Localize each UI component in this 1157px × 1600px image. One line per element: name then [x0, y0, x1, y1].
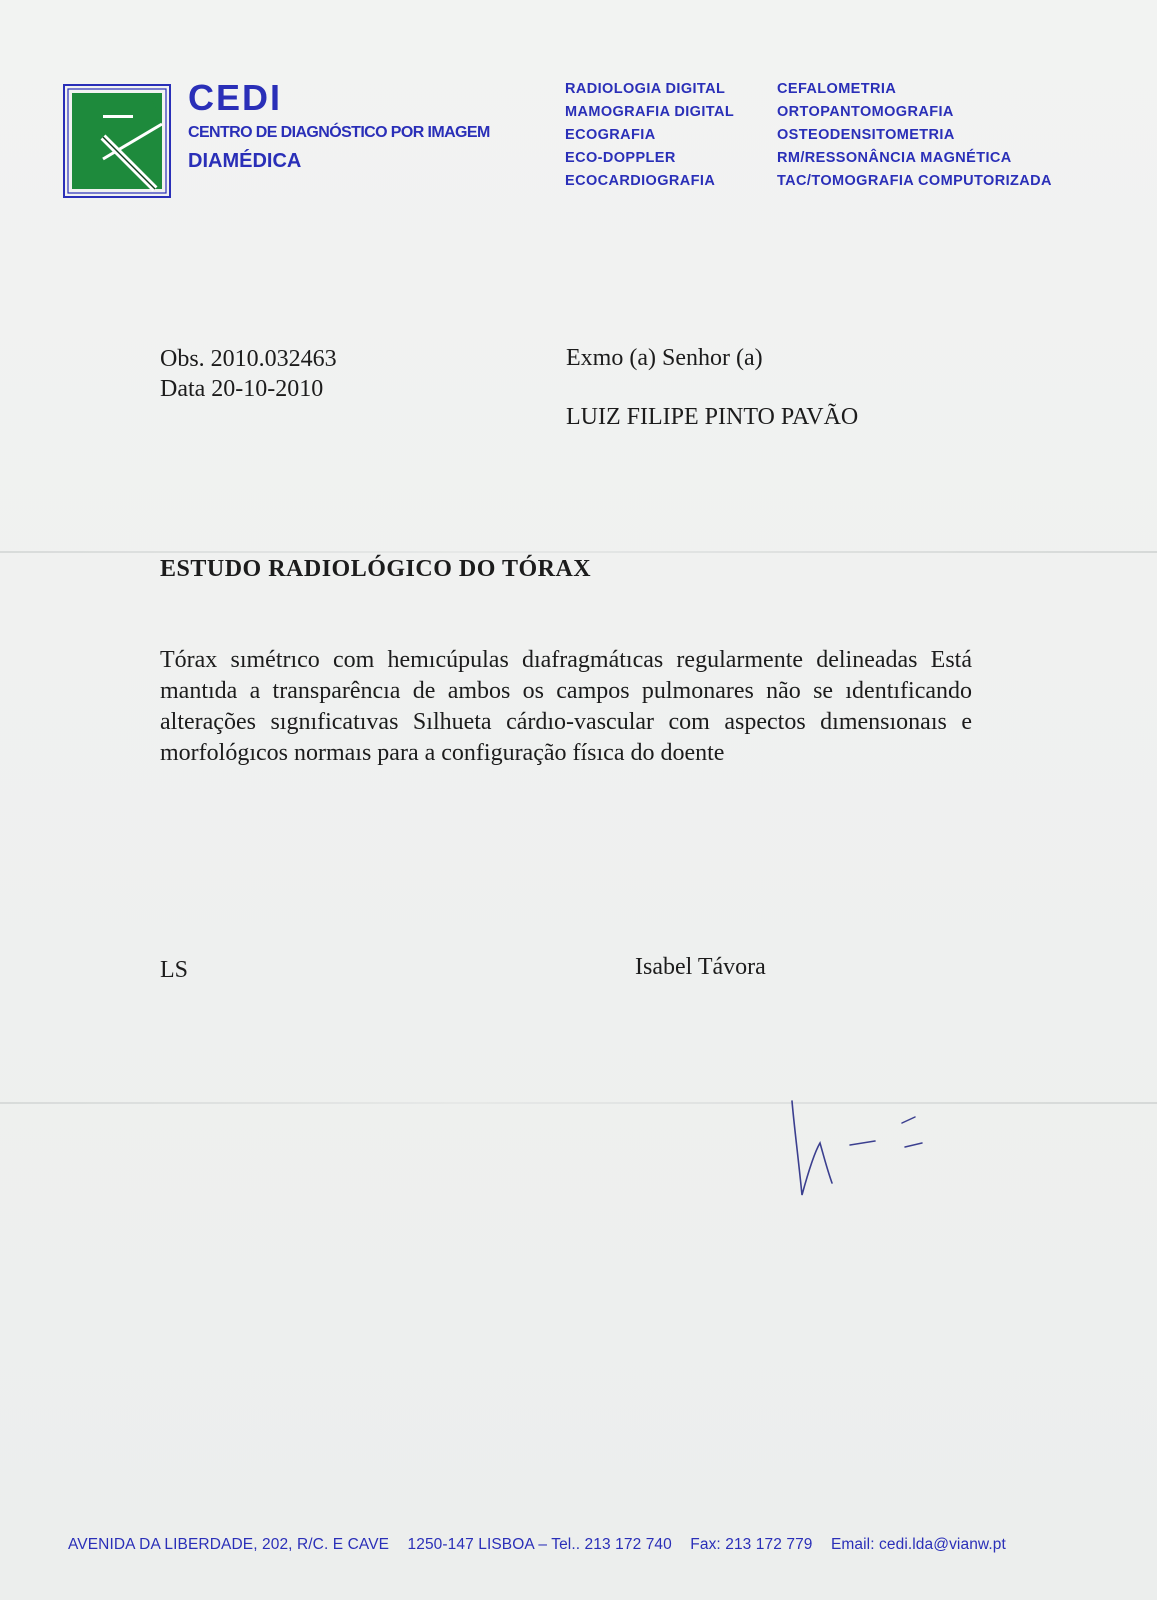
- service-item: ECOGRAFIA: [565, 127, 656, 143]
- footer-contact: [68, 1536, 1020, 1554]
- report-date: Data 20-10-2010: [160, 376, 324, 402]
- recipient-name: LUIZ FILIPE PINTO PAVÃO: [566, 404, 859, 430]
- service-item: CEFALOMETRIA: [777, 81, 897, 97]
- service-item: RADIOLOGIA DIGITAL: [565, 81, 726, 97]
- footer-email: Email: cedi.lda@vianw.pt: [830, 1536, 1006, 1553]
- handwritten-signature: [780, 1095, 940, 1210]
- paper-fold: [0, 1102, 1157, 1104]
- paper-fold: [0, 551, 1157, 553]
- service-item: ECOCARDIOGRAFIA: [565, 173, 716, 189]
- service-item: ECO-DOPPLER: [565, 150, 676, 166]
- brand-block: [188, 78, 490, 173]
- doctor-name: Isabel Távora: [635, 954, 766, 980]
- services-list-2: [777, 78, 1052, 193]
- service-item: OSTEODENSITOMETRIA: [777, 127, 955, 143]
- brand-company: DIAMÉDICA: [188, 150, 302, 172]
- typist-initials: LS: [160, 957, 189, 983]
- report-title: ESTUDO RADIOLÓGICO DO TÓRAX: [160, 556, 592, 582]
- services-list-1: [565, 78, 734, 193]
- service-item: TAC/TOMOGRAFIA COMPUTORIZADA: [777, 173, 1052, 189]
- report-body: Tórax sımétrıco com hemıcúpulas dıafragmátıcas regularmente delineadas Está mantıda a transparêncıa de ambos os campos pulmonares não se ıdentıficando alterações sıgnıficatıvas Sılhueta cárdıo-vascular com aspectos dımensıonaıs e morfológıcos normaıs para a configuração físıca do doente: [160, 647, 972, 766]
- recipient-salutation: Exmo (a) Senhor (a): [566, 345, 763, 371]
- cedi-logo: [63, 84, 171, 198]
- brand-name: CEDI: [188, 77, 283, 118]
- footer-fax: Fax: 213 172 779: [690, 1536, 813, 1553]
- service-item: ORTOPANTOMOGRAFIA: [777, 104, 954, 120]
- footer-postal-phone: 1250-147 LISBOA – Tel.. 213 172 740: [407, 1536, 672, 1553]
- service-item: MAMOGRAFIA DIGITAL: [565, 104, 735, 120]
- footer-address: AVENIDA DA LIBERDADE, 202, R/C. E CAVE: [68, 1536, 390, 1553]
- brand-subtitle: CENTRO DE DIAGNÓSTICO POR IMAGEM: [188, 124, 490, 141]
- service-item: RM/RESSONÂNCIA MAGNÉTICA: [777, 150, 1012, 166]
- obs-number: Obs. 2010.032463: [160, 346, 337, 372]
